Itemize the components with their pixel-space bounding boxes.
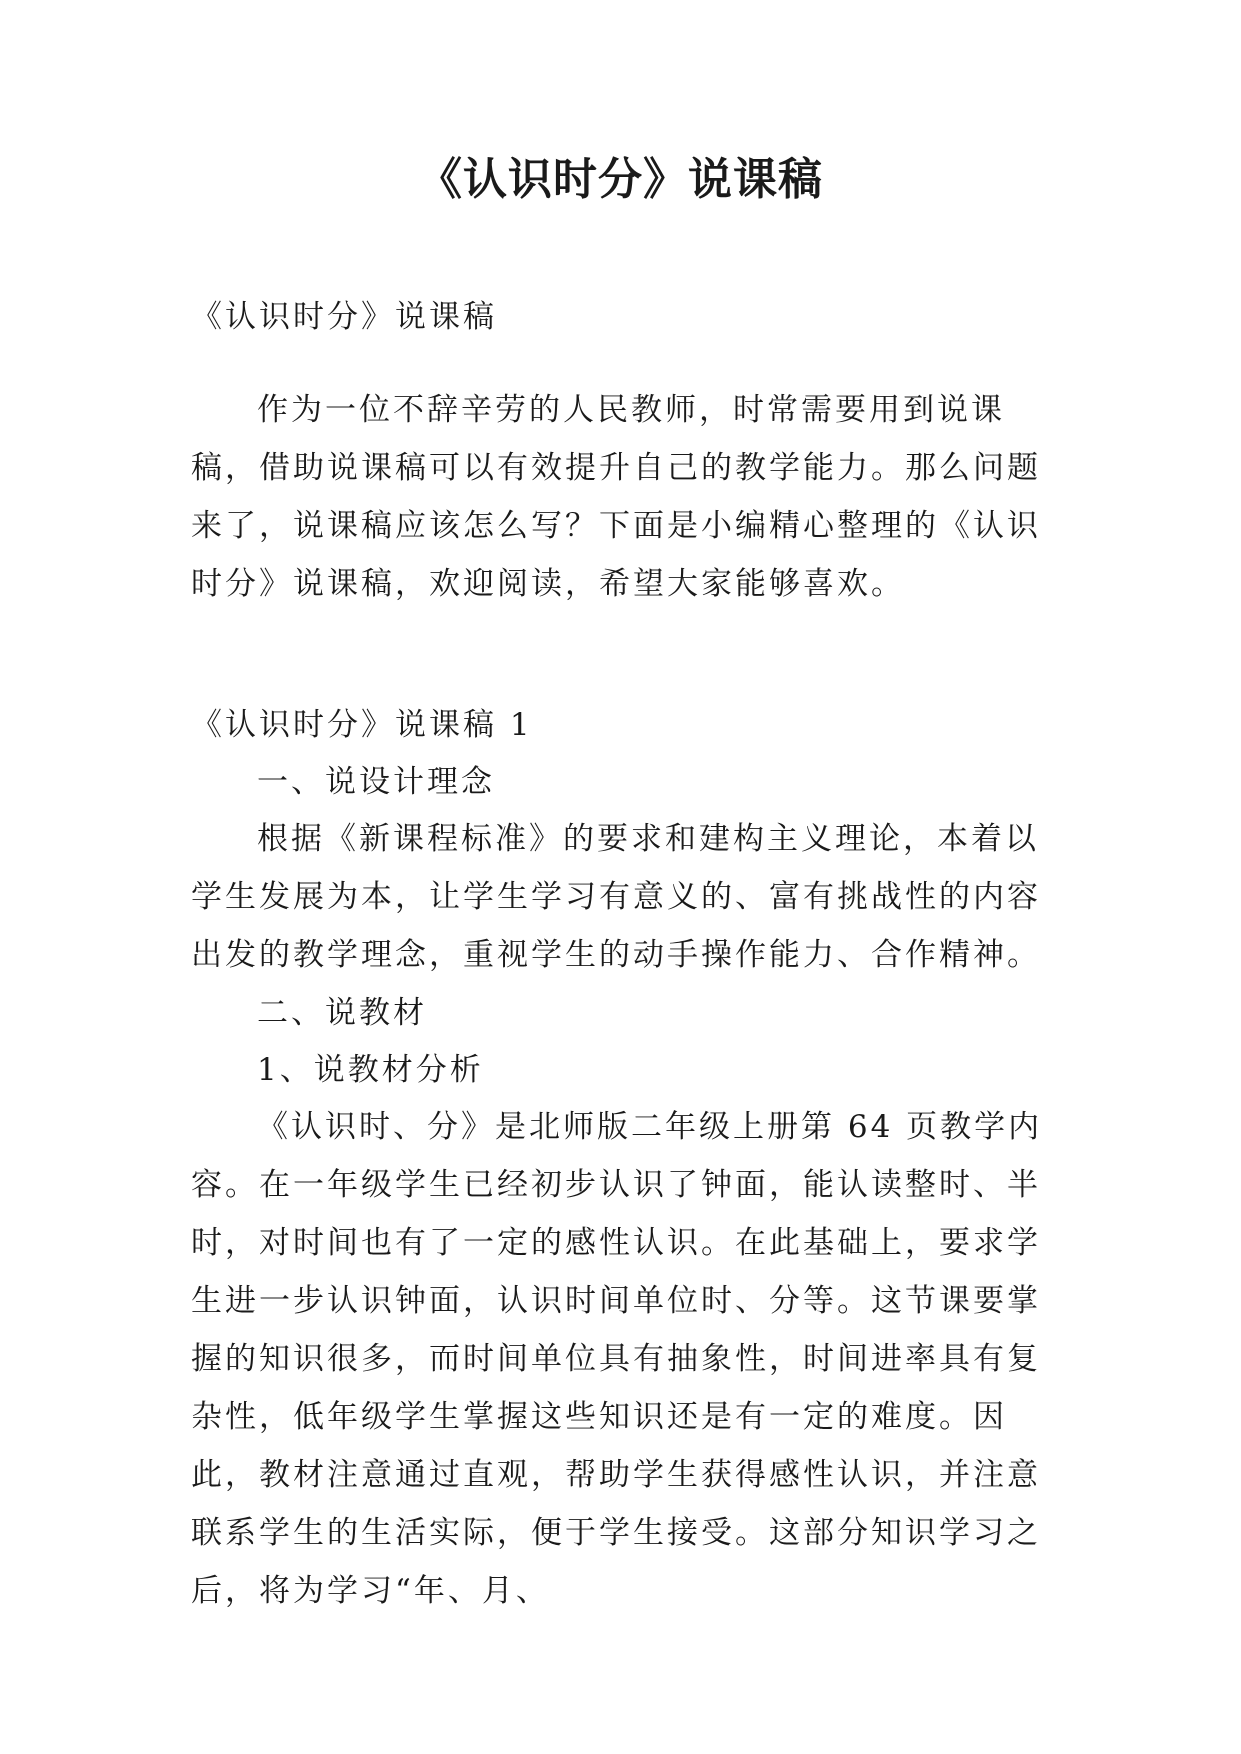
document-subtitle: 《认识时分》说课稿 xyxy=(191,299,497,335)
section-heading: 《认识时分》说课稿 1 xyxy=(191,707,533,743)
heading-material-analysis: 1、说教材分析 xyxy=(257,1052,484,1088)
intro-paragraph: 作为一位不辞辛劳的人民教师，时常需要用到说课稿，借助说课稿可以有效提升自己的教学能力。那么问题来了，说课稿应该怎么写？下面是小编精心整理的《认识时分》说课稿，欢迎阅读，希望大家能够喜欢。 xyxy=(191,392,1041,602)
heading-design-idea: 一、说设计理念 xyxy=(257,764,495,800)
document-title: 《认识时分》说课稿 xyxy=(418,154,823,205)
paragraph-material-analysis: 《认识时、分》是北师版二年级上册第 64 页教学内容。在一年级学生已经初步认识了钟面，能认读整时、半时，对时间也有了一定的感性认识。在此基础上，要求学生进一步认识钟面，认识时间单位时、分等。这节课要掌握的知识很多，而时间单位具有抽象性，时间进率具有复杂性，低年级学生掌握这些知识还是有一定的难度。因此，教材注意通过直观，帮助学生获得感性认识，并注意联系学生的生活实际，便于学生接受。这部分知识学习之后，将为学习“年、月、 xyxy=(191,1109,1043,1609)
heading-teaching-material: 二、说教材 xyxy=(257,995,427,1031)
paragraph-design-idea: 根据《新课程标准》的要求和建构主义理论，本着以学生发展为本，让学生学习有意义的、富有挑战性的内容出发的教学理念，重视学生的动手操作能力、合作精神。 xyxy=(191,821,1041,973)
